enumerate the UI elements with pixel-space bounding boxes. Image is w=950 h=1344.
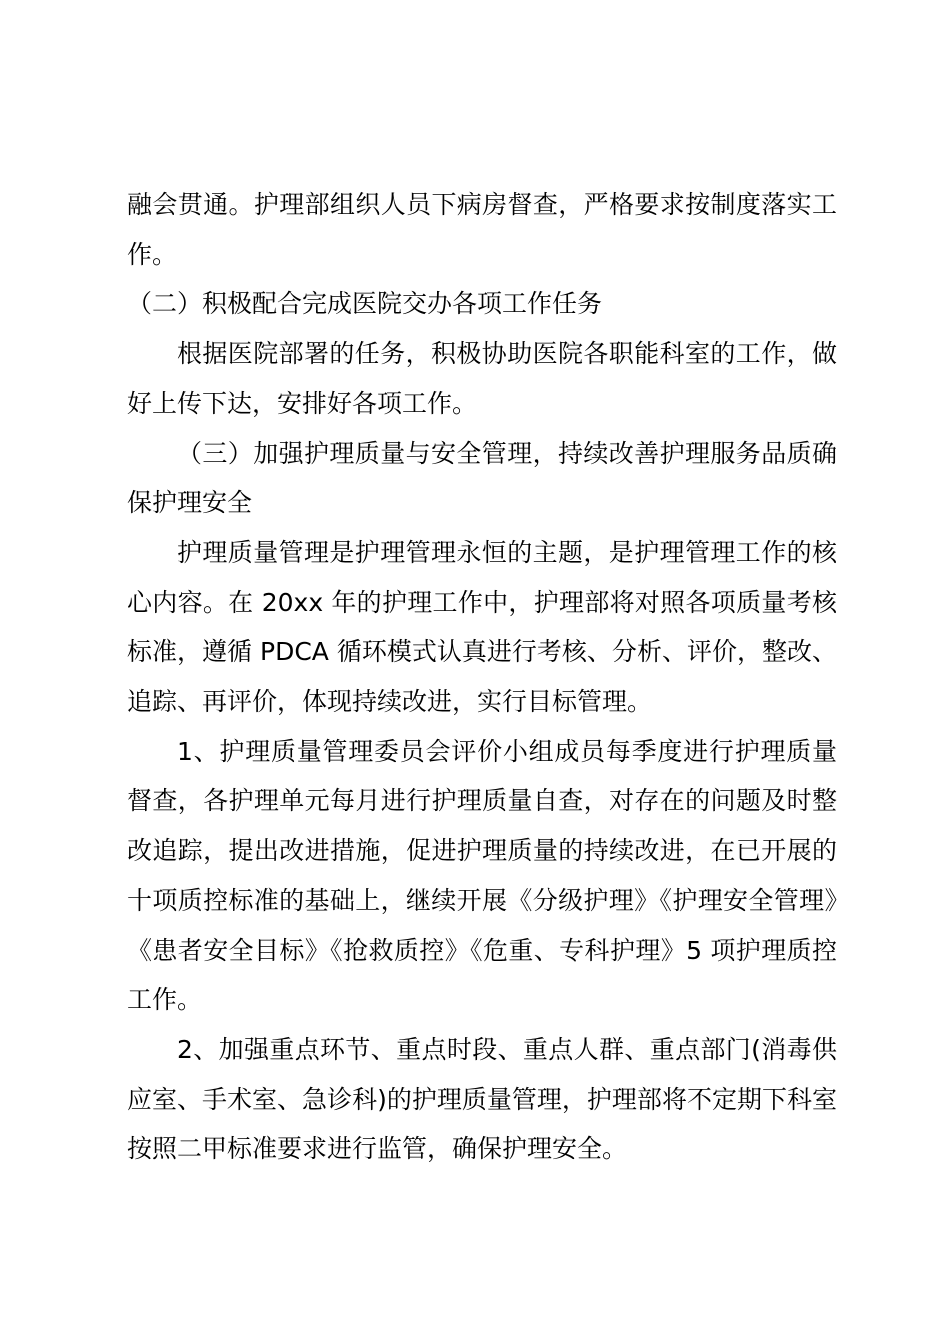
paragraph-section-2: 根据医院部署的任务，积极协助医院各职能科室的工作，做好上传下达，安排好各项工作。 [127, 339, 837, 418]
section-heading-2: （二）积极配合完成医院交办各项工作任务 [127, 289, 603, 319]
section-heading-3: （三）加强护理质量与安全管理，持续改善护理服务品质确保护理安全 [127, 438, 837, 518]
document-body [127, 180, 837, 1174]
paragraph-continuation: 融会贯通。护理部组织人员下病房督查，严格要求按制度落实工作。 [127, 190, 837, 269]
list-item-2: 2、加强重点环节、重点时段、重点人群、重点部门(消毒供应室、手术室、急诊科)的护理质量管理，护理部将不定期下科室按照二甲标准要求进行监管，确保护理安全。 [127, 1034, 837, 1164]
list-item-1: 1、护理质量管理委员会评价小组成员每季度进行护理质量督查，各护理单元每月进行护理质量自查，对存在的问题及时整改追踪，提出改进措施，促进护理质量的持续改进，在已开展的十项质控标准的基础上，继续开展《分级护理》《护理安全管理》《患者安全目标》《抢救质控》《危重、专科护理》5 项护理质控工作。 [127, 736, 837, 1015]
paragraph-quality-management: 护理质量管理是护理管理永恒的主题，是护理管理工作的核心内容。在 20xx 年的护理工作中，护理部将对照各项质量考核标准，遵循 PDCA 循环模式认真进行考核、分析、评价，整改、追踪、再评价，体现持续改进，实行目标管理。 [127, 537, 837, 717]
